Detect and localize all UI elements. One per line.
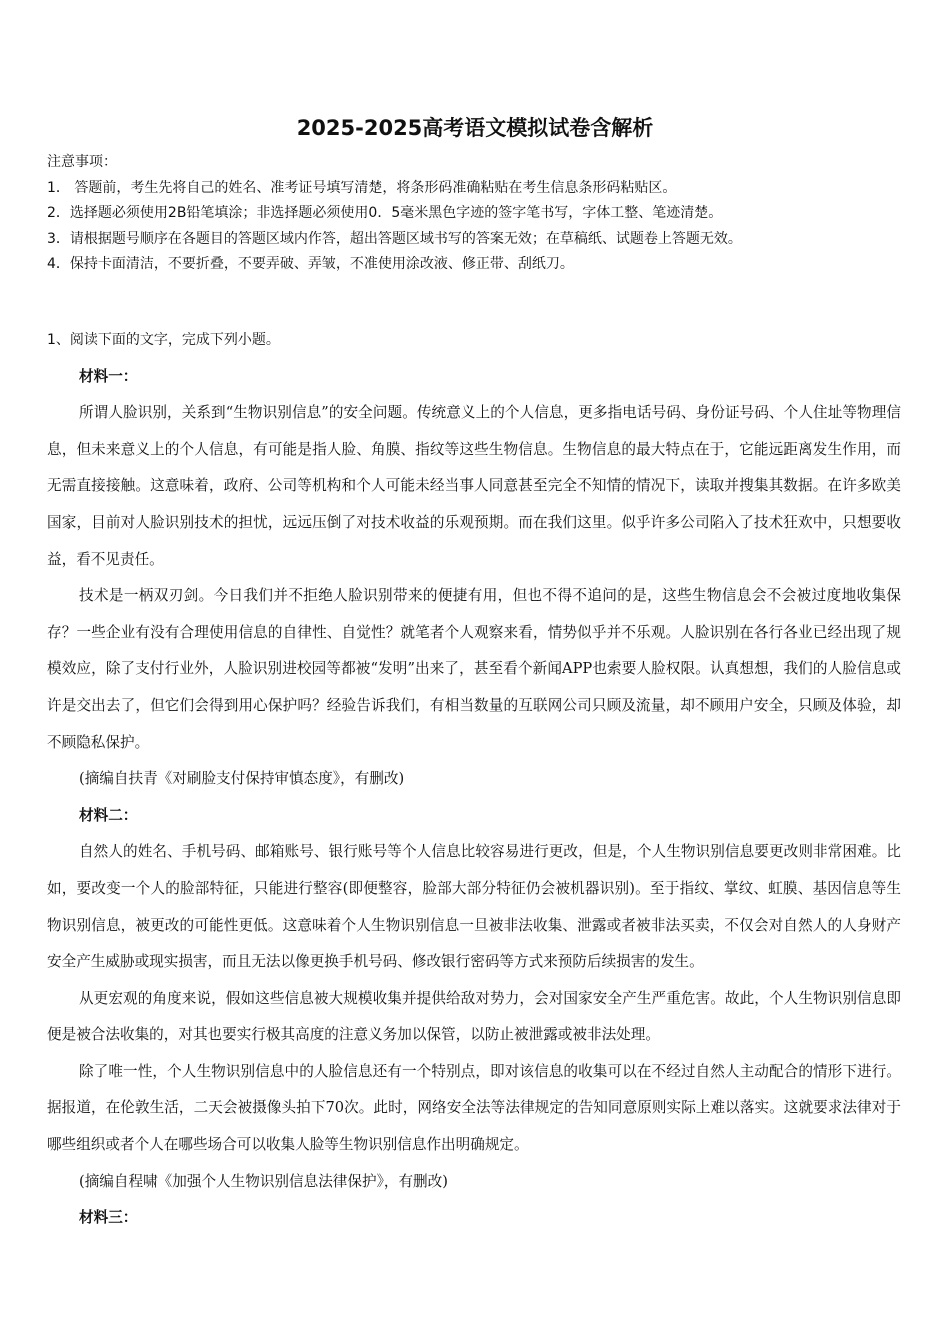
material-2-source: (摘编自程啸《加强个人生物识别信息法律保护》，有删改) [79,1172,448,1190]
material-1-paragraph: 技术是一柄双刃剑。今日我们并不拒绝人脸识别带来的便捷有用，但也不得不追问的是，这些生物信息会不会被过度地收集保存？一些企业有没有合理使用信息的自律性、自觉性？就笔者个人观察来看，情势似乎并不乐观。人脸识别在各行各业已经出现了规模效应，除了支付行业外，人脸识别进校园等都被“发明”出来了，甚至看个新闻APP也索要人脸权限。认真想想，我们的人脸信息或许是交出去了，但它们会得到用心保护吗？经验告诉我们，有相当数量的互联网公司只顾及流量，却不顾用户安全，只顾及体验，却不顾隐私保护。 [47,587,901,751]
question-heading: 1、阅读下面的文字，完成下列小题。 [47,332,280,348]
material-2-paragraph: 除了唯一性，个人生物识别信息中的人脸信息还有一个特别点，即对该信息的收集可以在不经过自然人主动配合的情形下进行。据报道，在伦敦生活，二天会被摄像头拍下70次。此时，网络安全法等法律规定的告知同意原则实际上难以落实。这就要求法律对于哪些组织或者个人在哪些场合可以收集人脸等生物识别信息作出明确规定。 [47,1062,901,1154]
material-3-label: 材料三： [79,1209,138,1227]
material-1-source: (摘编自扶青《对刷脸支付保持审慎态度》，有删改) [79,770,405,788]
notice-heading: 注意事项： [47,154,117,170]
material-1-label: 材料一： [79,367,138,385]
material-2-paragraph: 从更宏观的角度来说，假如这些信息被大规模收集并提供给敌对势力，会对国家安全产生严重危害。故此，个人生物识别信息即便是被合法收集的，对其也要实行极其高度的注意义务加以保管，以防止被泄露或被非法处理。 [47,989,901,1044]
notice-section [47,150,907,278]
material-2-label: 材料二： [79,806,138,824]
material-1-paragraph: 所谓人脸识别，关系到“生物识别信息”的安全问题。传统意义上的个人信息，更多指电话号码、身份证号码、个人住址等物理信息，但未来意义上的个人信息，有可能是指人脸、角膜、指纹等这些生物信息。生物信息的最大特点在于，它能远距离发生作用，而无需直接接触。这意味着，政府、公司等机构和个人可能未经当事人同意甚至完全不知情的情况下，读取并搜集其数据。在许多欧美国家，目前对人脸识别技术的担忧，远远压倒了对技术收益的乐观预期。而在我们这里。似乎许多公司陷入了技术狂欢中，只想要收益，看不见责任。 [47,404,901,568]
material-2-paragraph: 自然人的姓名、手机号码、邮箱账号、银行账号等个人信息比较容易进行更改，但是，个人生物识别信息要更改则非常困难。比如，要改变一个人的脸部特征，只能进行整容(即便整容，脸部大部分特征仍会被机器识别)。至于指纹、掌纹、虹膜、基因信息等生物识别信息，被更改的可能性更低。这意味着个人生物识别信息一旦被非法收集、泄露或者被非法买卖，不仅会对自然人的人身财产安全产生威胁或现实损害，而且无法以像更换手机号码、修改银行密码等方式来预防后续损害的发生。 [47,843,901,971]
document-title: 2025-2025高考语文模拟试卷含解析 [296,116,654,140]
notice-item: 2．选择题必须使用2B铅笔填涂；非选择题必须使用0．5毫米黑色字迹的签字笔书写，字体工整、笔迹清楚。 [47,205,723,221]
question-section [47,322,901,1237]
notice-item: 1． 答题前，考生先将自己的姓名、准考证号填写清楚，将条形码准确粘贴在考生信息条形码粘贴区。 [47,179,677,196]
notice-item: 3．请根据题号顺序在各题目的答题区域内作答，超出答题区域书写的答案无效；在草稿纸、试题卷上答题无效。 [47,230,742,247]
notice-item: 4．保持卡面清洁，不要折叠，不要弄破、弄皱，不准使用涂改液、修正带、刮纸刀。 [47,256,574,272]
